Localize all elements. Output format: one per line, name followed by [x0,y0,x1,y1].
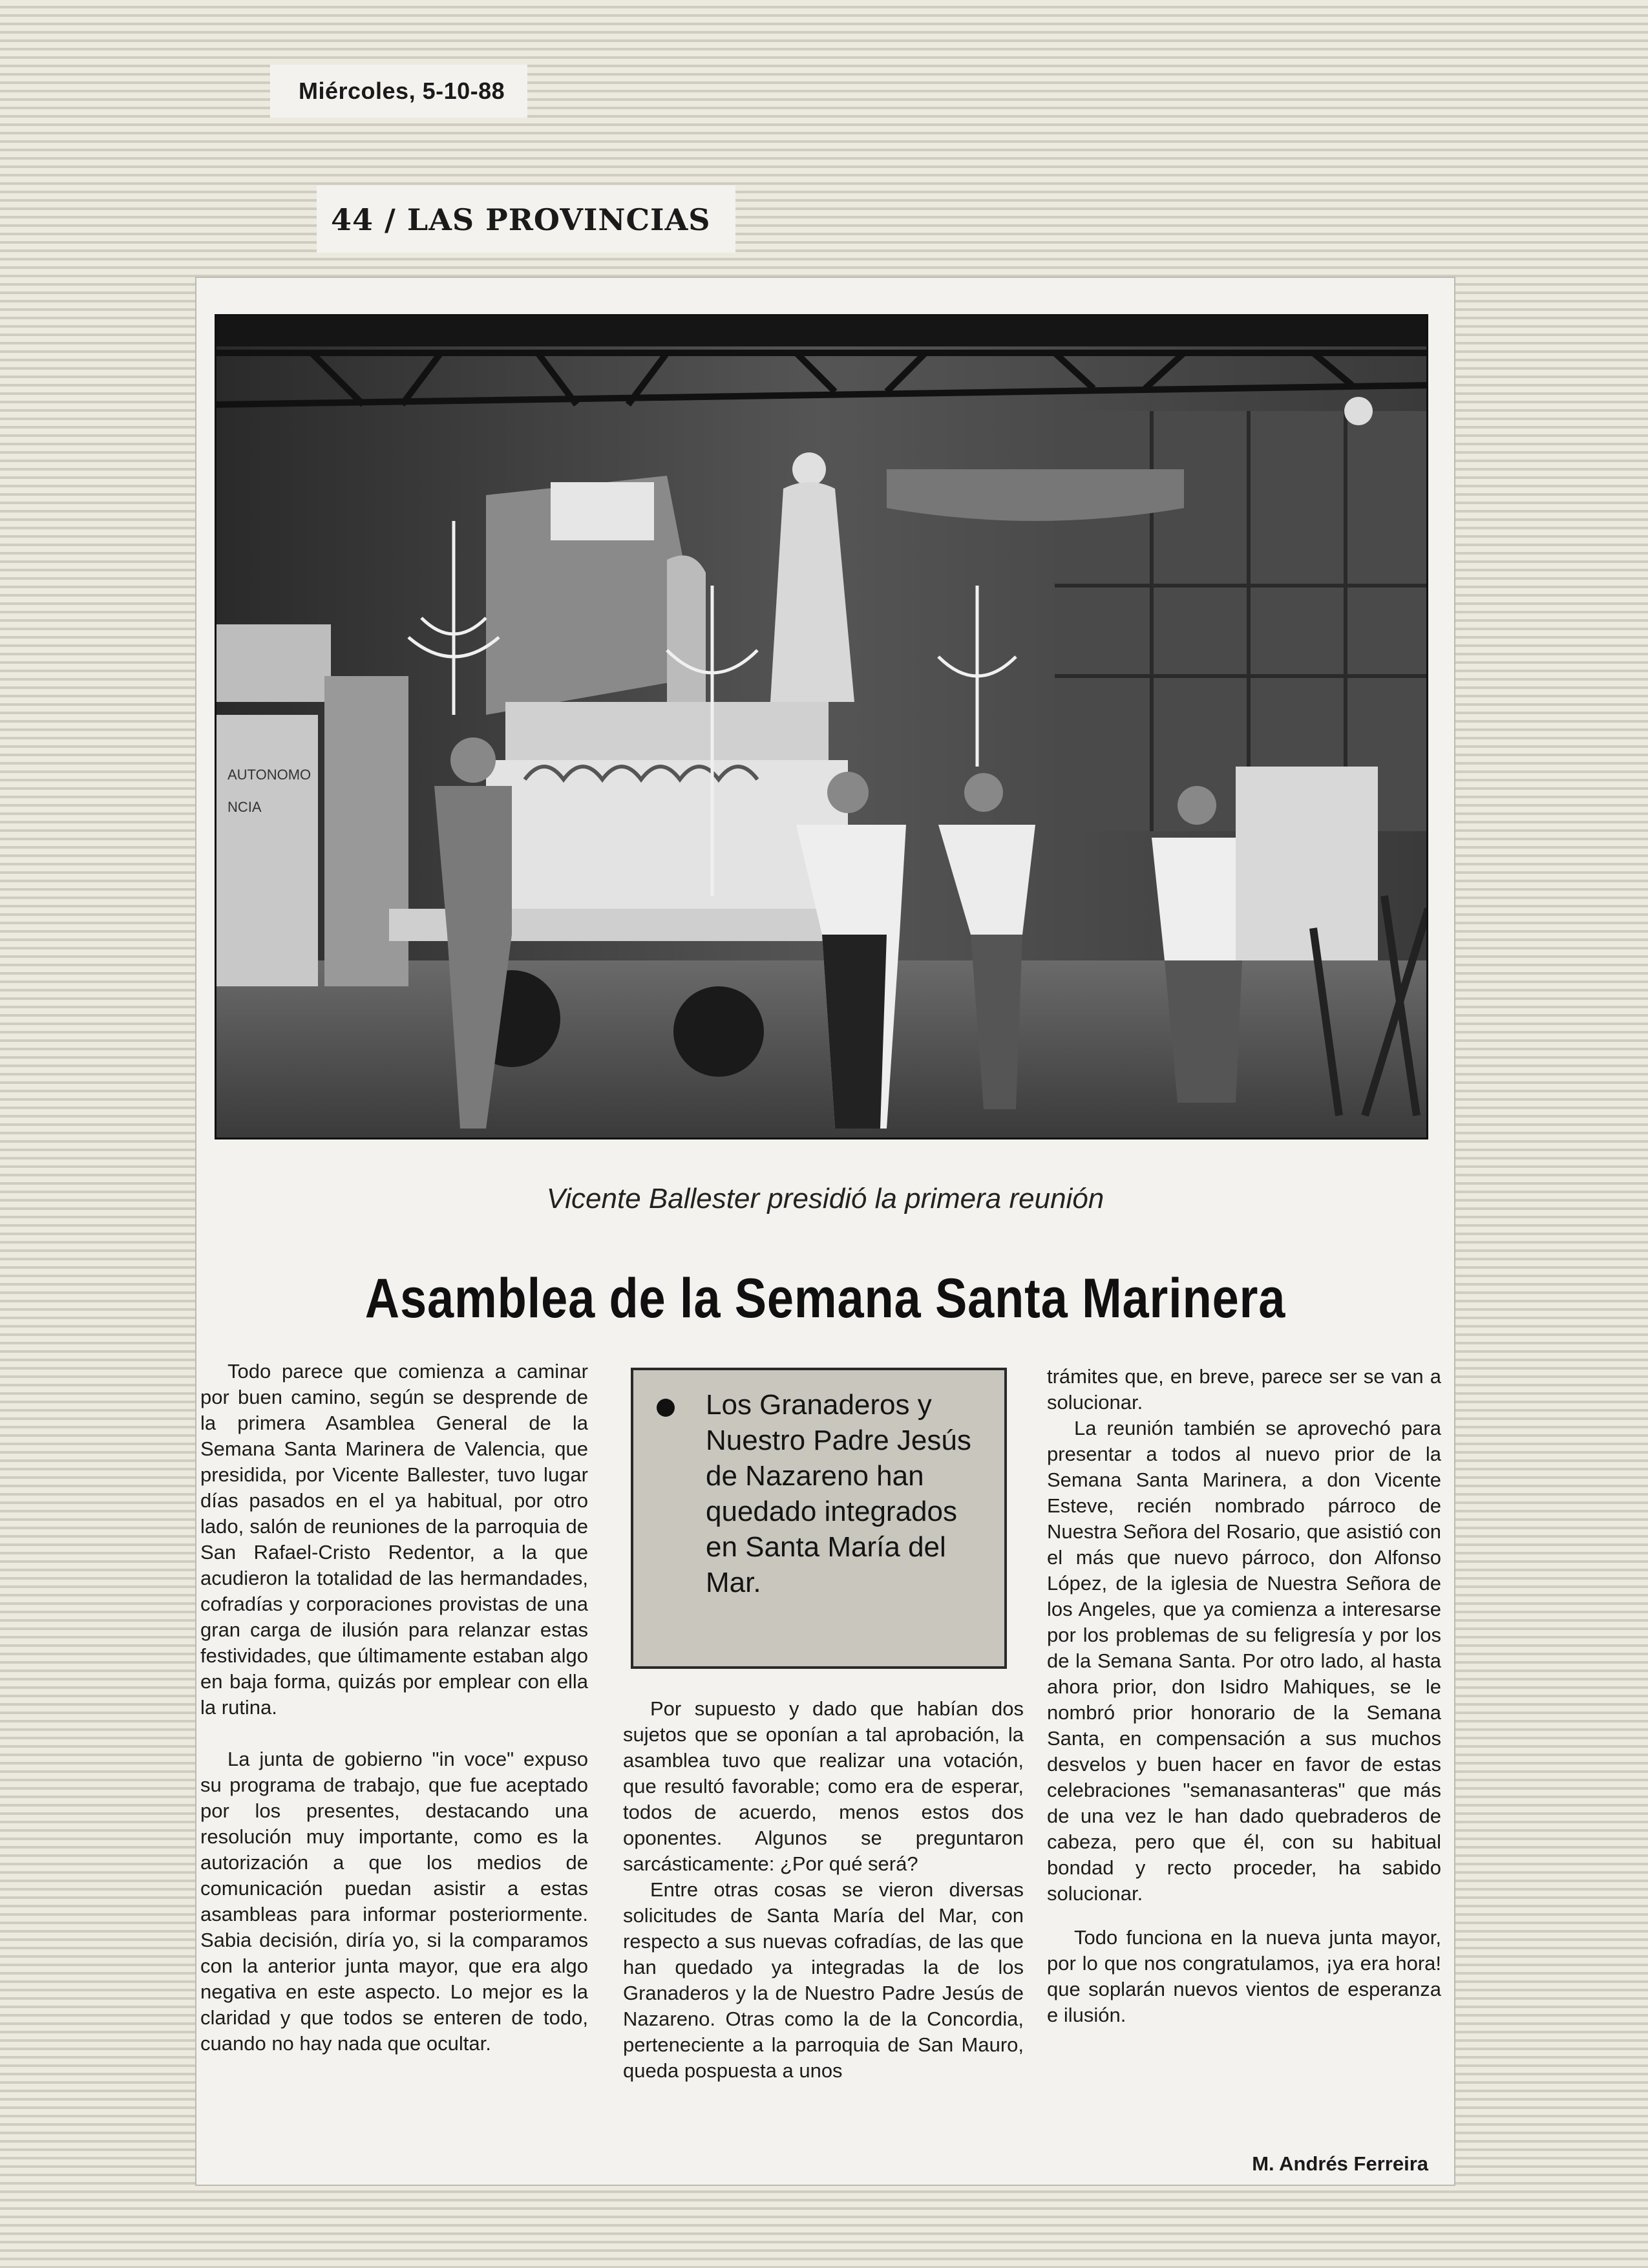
cabinet-sign-1: AUTONOMO [227,767,312,783]
cabinet-sign-2: NCIA [227,799,262,815]
article-column-3 [1047,1364,1441,2028]
crate [1236,767,1378,960]
paragraph: Todo funciona en la nueva junta mayor, por lo que nos congratulamos, ¡ya era hora! que soplarán nuevos vientos de esperanza e ilusión. [1047,1926,1441,2026]
paragraph: Por supuesto y dado que habían dos sujetos que se oponían a tal aprobación, la asamblea tuvo que realizar una votación, que resultó favorable; como era de esperar, todos de acuerdo, menos estos dos oponentes. Algunos se preguntaron sarcásticamente: ¿Por qué será? [623,1697,1024,1875]
paragraph: Todo parece que comienza a caminar por buen camino, según se desprende de la primera Asamblea General de la Semana Santa Marinera de Valencia, que presidida, por Vicente Ballester, tuvo lugar días pasados en el ya habitual, por otro lado, salón de reuniones de la parroquia de San Rafael-Cristo Redentor, a la que acudieron la totalidad de las hermandades, cofradías y corporaciones provistas de una gran carga de ilusión para relanzar estas festividades, que últimamente estaban algo en baja forma, quizás por emplear con ella la rutina. [200,1360,588,1719]
headline: Asamblea de la Semana Santa Marinera [364,1267,1286,1330]
stored-cabinets [215,624,408,986]
author-byline: M. Andrés Ferreira [1252,2152,1428,2175]
warehouse-photo [215,314,1428,1139]
page-header-clipping [317,185,735,253]
article-column-1 [200,1359,588,2057]
paragraph: Entre otras cosas se vieron diversas solicitudes de Santa María del Mar, con respecto a sus nuevas cofradías, de las que han quedado ya integradas la de los Granaderos y la de Nuestro Padre Jesús de Nazareno. Otras como la de la Concordia, perteneciente a la parroquia de San Mauro, queda pospuesta a unos [623,1878,1024,2082]
article-clipping [196,278,1454,2185]
pull-quote-text: Los Granaderos y Nuestro Padre Jesús de Nazareno han quedado integrados en Santa María del Mar. [706,1389,971,1598]
pull-quote-box [631,1368,1007,1669]
newspaper-page-header: 44 / LAS PROVINCIAS [331,202,711,237]
bullet-icon [657,1399,675,1417]
article-column-2 [623,1696,1024,2084]
paragraph-continuation: trámites que, en breve, parece ser se van a solucionar. [1047,1365,1441,1414]
date-clipping [270,65,527,118]
publication-date: Miércoles, 5-10-88 [299,78,505,104]
paragraph: La junta de gobierno "in voce" expuso su programa de trabajo, que fue aceptado por los presentes, destacando una resolución muy importante, como es la autorización a que los medios de comunicación puedan asistir a estas asambleas para informar posteriormente. Sabia decisión, diría yo, si la comparamos con la anterior junta mayor, que era algo negativa en este aspecto. Lo mejor es la claridad y que todos se enteren de todo, cuando no hay nada que ocultar. [200,1748,588,2055]
ceiling-lamp [1344,397,1373,425]
canopy [887,469,1184,521]
paragraph: La reunión también se aprovechó para presentar a todos al nuevo prior de la Semana Santa Marinera, a don Vicente Esteve, recién nombrado párroco de Nuestra Señora del Rosario, que asistió con el más que nuevo párroco, don Alfonso López, de la iglesia de Nuestra Señora de los Angeles, que ya comienza a interesarse por los problemas de su feligresía y por los de la Semana Santa. Por otro lado, al hasta ahora prior, don Isidro Mahiques, se le nombró prior honorario de la Semana Santa, en compensación a sus muchos desvelos y buen hacer en favor de estas celebraciones "semanasanteras" que más de una vez le han dado quebraderos de cabeza, pero que él, con su habitual bondad y recto proceder, ha sabido solucionar. [1047,1417,1441,1905]
photo-caption: Vicente Ballester presidió la primera reunión [546,1183,1104,1214]
